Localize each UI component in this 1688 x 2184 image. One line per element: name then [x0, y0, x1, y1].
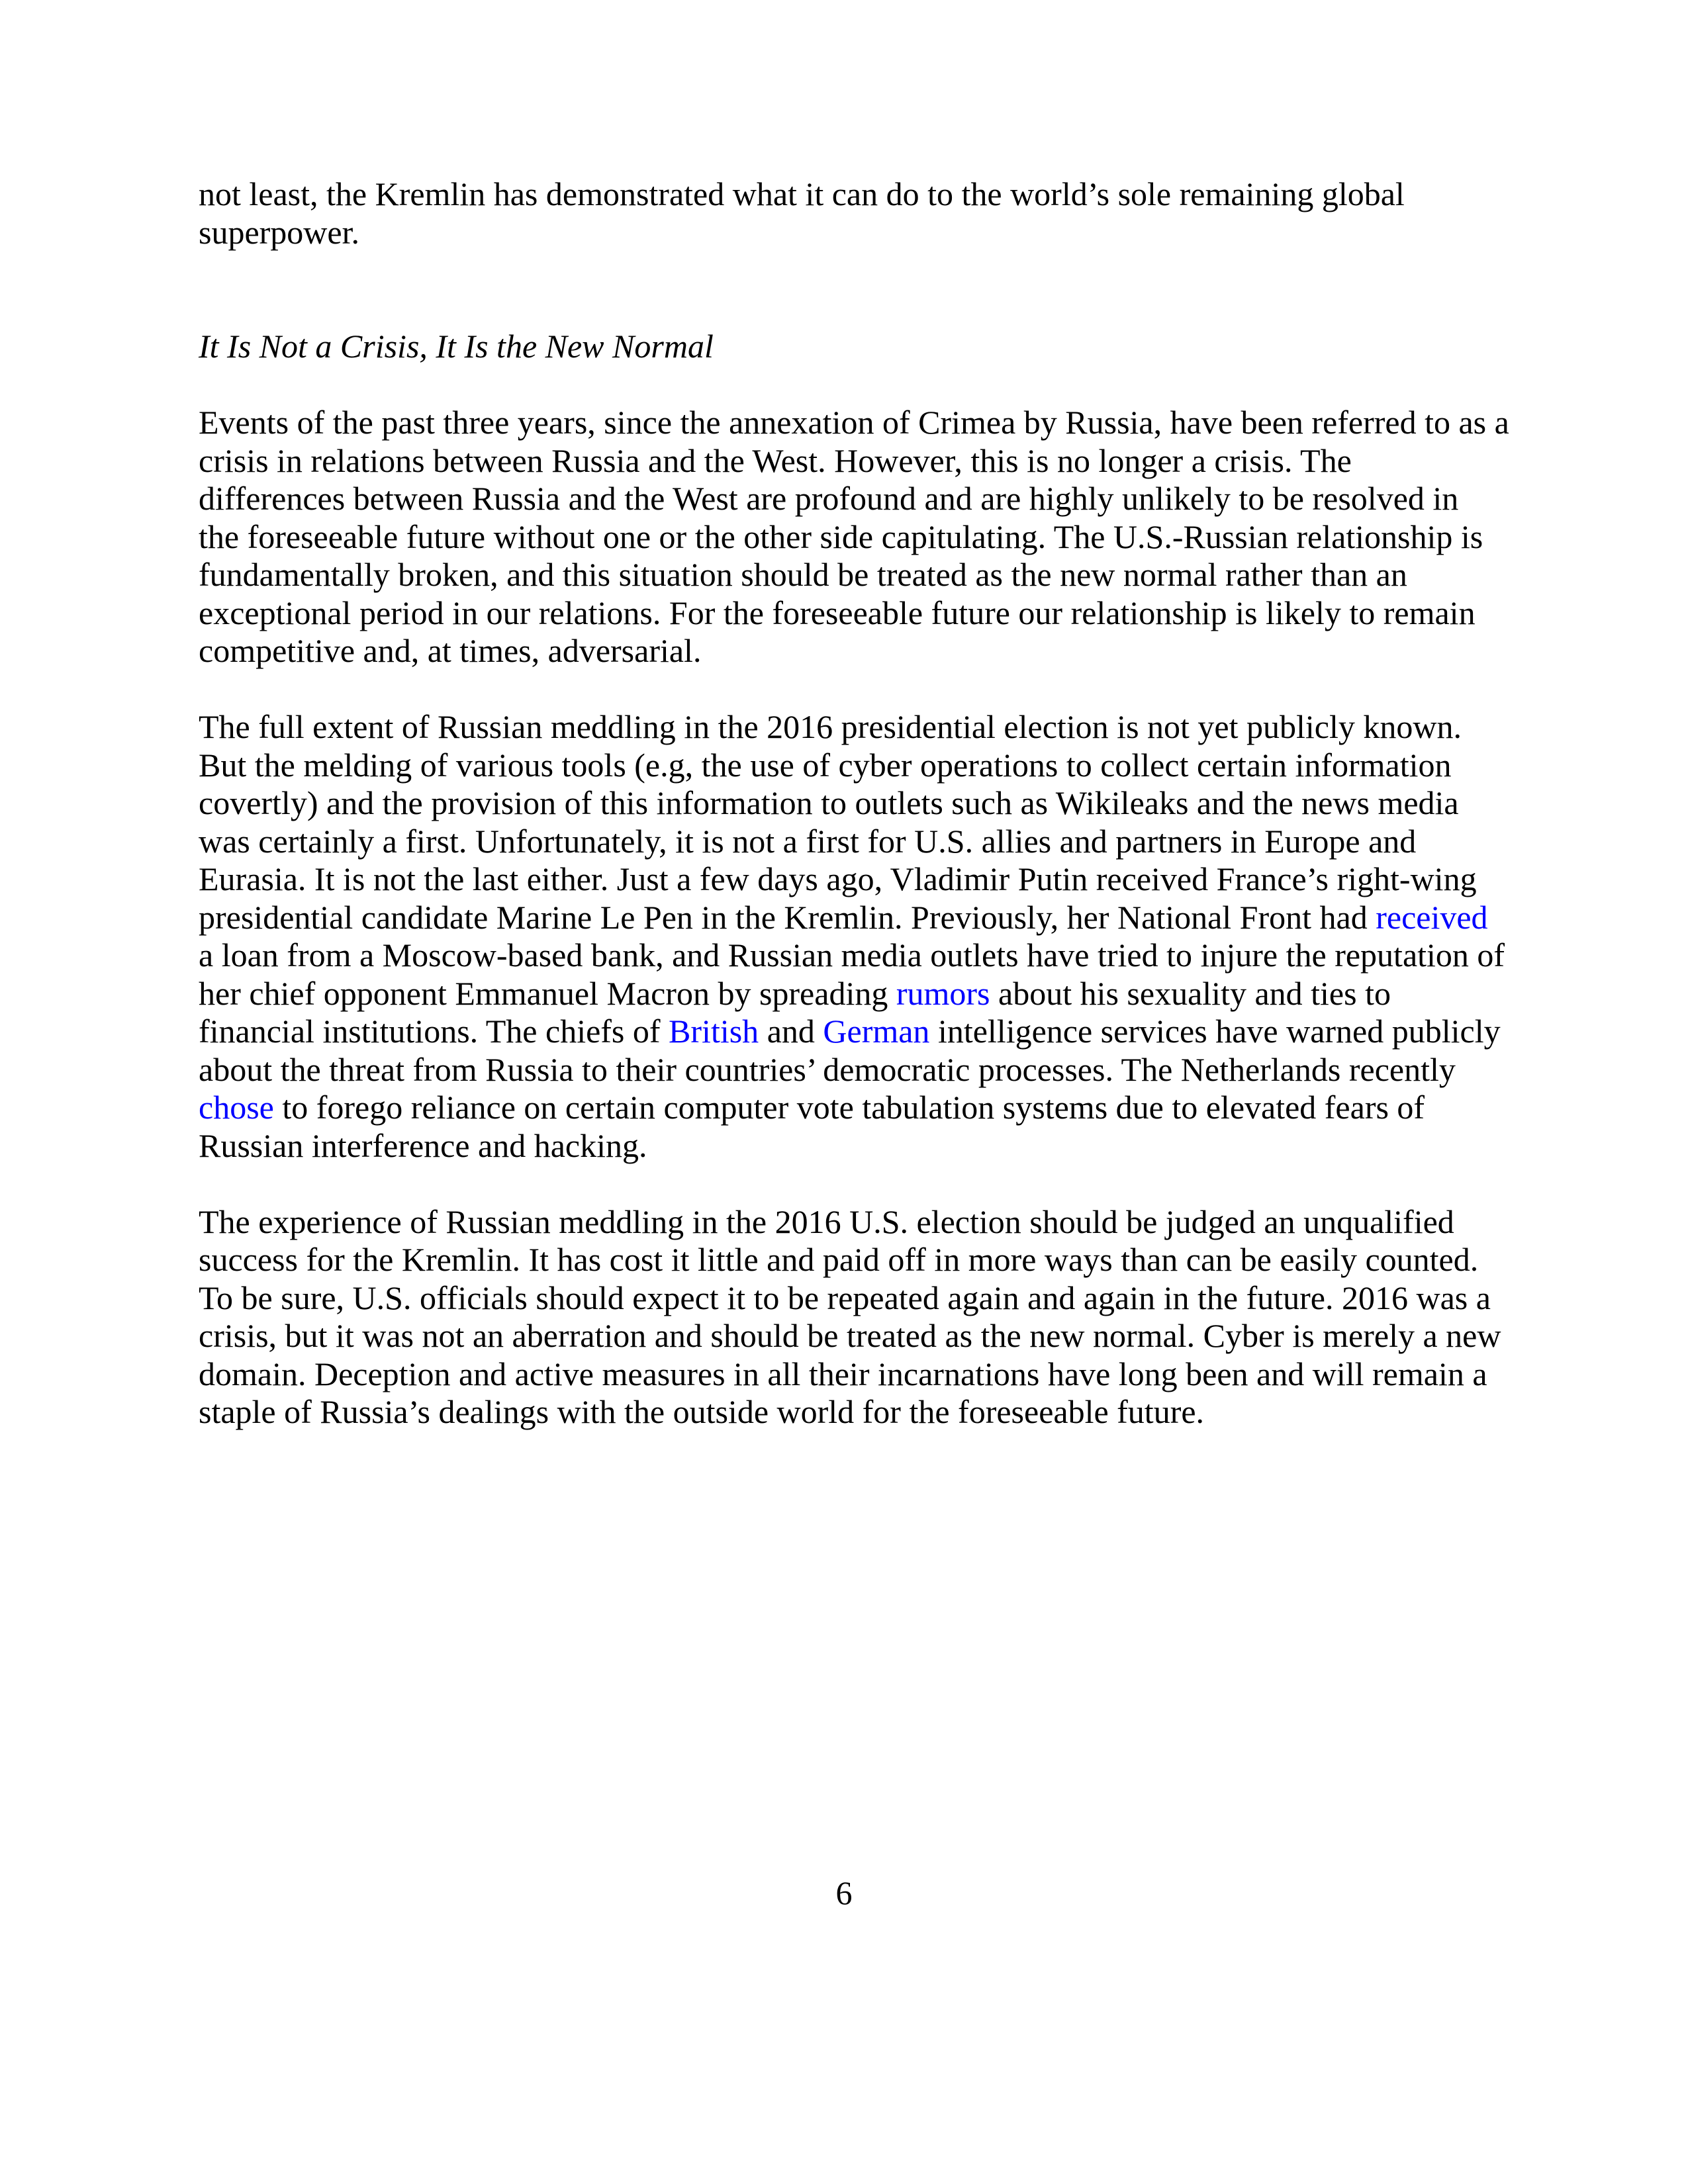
text-line: To be sure, U.S. officials should expect it to be repeated again and again in the future. 2016 was a: [199, 1279, 1491, 1316]
text-line: [199, 747, 1503, 785]
line-text: Eurasia. It is not the last either. Just a few days ago, Vladimir Putin received France’s right-wing: [199, 860, 1477, 897]
text-line: crisis in relations between Russia and the West. However, this is no longer a crisis. The: [199, 441, 1352, 479]
line-text: Russian interference and hacking.: [199, 1126, 647, 1164]
section-heading: It Is Not a Crisis, It Is the New Normal: [199, 328, 714, 365]
line-text: The full extent of Russian meddling in the 2016 presidential election is not yet publicly known.: [199, 708, 1462, 745]
spacer: [199, 251, 1503, 290]
spacer: [199, 670, 1503, 709]
text-line: crisis, but it was not an aberration and should be treated as the new normal. Cyber is merely a new: [199, 1317, 1501, 1354]
line-text: and: [759, 1013, 823, 1050]
line-text: financial institutions. The chiefs of: [199, 1013, 669, 1050]
text-line: differences between Russia and the West are profound and are highly unlikely to be resolved in: [199, 480, 1459, 517]
spacer: [199, 366, 1503, 404]
text-line: [199, 1127, 1503, 1165]
text-line: competitive and, at times, adversarial.: [199, 632, 702, 669]
text-line: Events of the past three years, since the annexation of Crimea by Russia, have been referred to as a: [199, 404, 1509, 441]
text-line: [199, 823, 1503, 861]
line-text: about the threat from Russia to their countries’ democratic processes. The Netherlands recently: [199, 1050, 1456, 1088]
line-text: was certainly a first. Unfortunately, it is not a first for U.S. allies and partners in Europe and: [199, 822, 1417, 860]
text-line: [199, 899, 1503, 937]
text-line: not least, the Kremlin has demonstrated what it can do to the world’s sole remaining global: [199, 175, 1405, 212]
line-text: to forego reliance on certain computer vote tabulation systems due to elevated fears of: [273, 1089, 1425, 1126]
line-text: about his sexuality and ties to: [990, 974, 1391, 1012]
line-text: But the melding of various tools (e.g, the use of cyber operations to collect certain information: [199, 746, 1452, 784]
spacer: [199, 1165, 1503, 1203]
line-text: her chief opponent Emmanuel Macron by spreading: [199, 974, 896, 1012]
link-received[interactable]: received: [1376, 898, 1488, 936]
text-line: the foreseeable future without one or the other side capitulating. The U.S.-Russian relationship is: [199, 518, 1483, 555]
text-line: [199, 1089, 1503, 1127]
spacer: [199, 290, 1503, 328]
link-chose[interactable]: chose: [199, 1089, 274, 1126]
link-german[interactable]: German: [823, 1013, 930, 1050]
text-line: superpower.: [199, 213, 359, 251]
text-line: [199, 860, 1503, 899]
text-line: [199, 936, 1503, 975]
page-number: 6: [835, 1874, 853, 1911]
line-text: covertly) and the provision of this information to outlets such as Wikileaks and the news media: [199, 784, 1459, 821]
text-line: staple of Russia’s dealings with the outside world for the foreseeable future.: [199, 1393, 1205, 1430]
paragraph-unqualified-success: [199, 1203, 1503, 1432]
text-line: exceptional period in our relations. For the foreseeable future our relationship is likely to remain: [199, 594, 1476, 631]
paragraph-new-normal: [199, 404, 1509, 670]
line-text: presidential candidate Marine Le Pen in the Kremlin. Previously, her National Front had: [199, 898, 1376, 936]
text-line: fundamentally broken, and this situation should be treated as the new normal rather than an: [199, 556, 1407, 593]
text-line: [199, 1051, 1503, 1089]
body-text: [199, 175, 1509, 1432]
line-text: a loan from a Moscow-based bank, and Russian media outlets have tried to injure the reputation of: [199, 936, 1505, 974]
link-rumors[interactable]: rumors: [896, 974, 990, 1012]
text-line: domain. Deception and active measures in all their incarnations have long been and will remain a: [199, 1355, 1487, 1392]
link-british[interactable]: British: [669, 1013, 759, 1050]
text-line: [199, 1013, 1503, 1051]
intro-paragraph: [199, 175, 1503, 251]
line-text: intelligence services have warned publicly: [929, 1013, 1501, 1050]
text-line: success for the Kremlin. It has cost it little and paid off in more ways than can be easily counted.: [199, 1241, 1479, 1278]
text-line: The experience of Russian meddling in the 2016 U.S. election should be judged an unqualified: [199, 1203, 1454, 1240]
text-line: [199, 975, 1503, 1013]
text-line: [199, 708, 1503, 747]
text-line: [199, 784, 1503, 823]
paragraph-russian-meddling: [199, 708, 1503, 1165]
